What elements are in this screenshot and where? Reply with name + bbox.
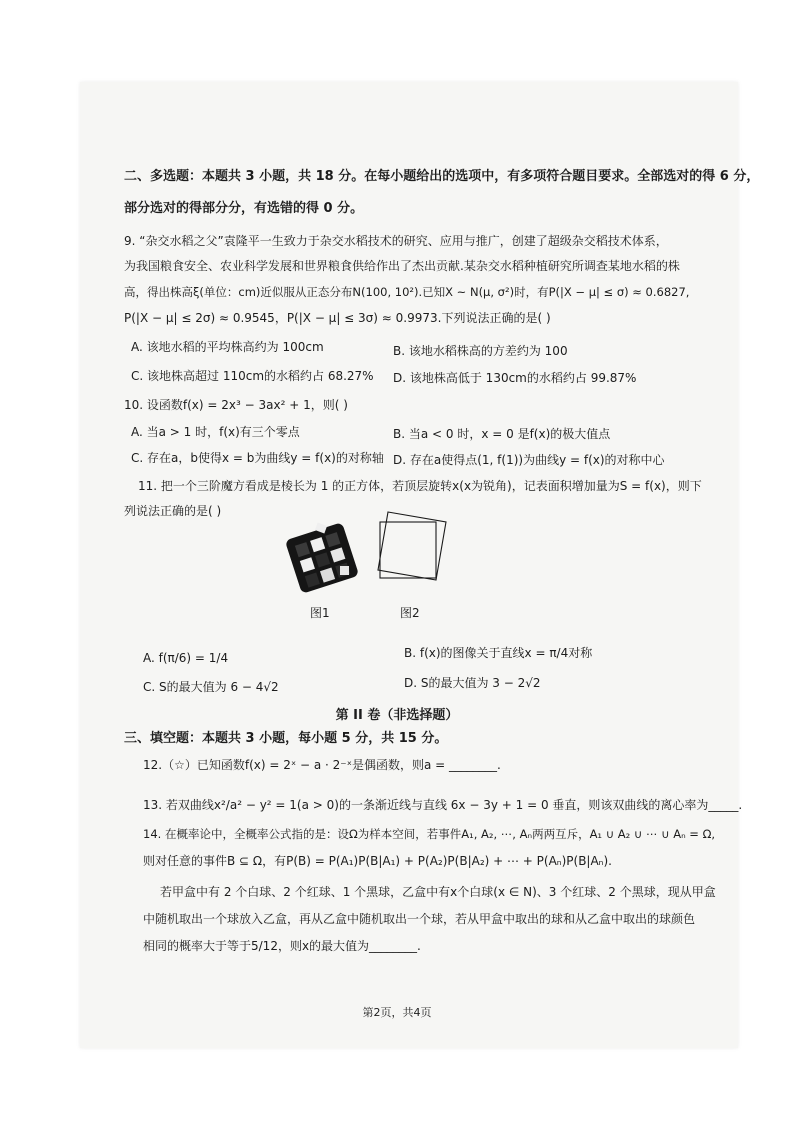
q10-option-a: A. 当a > 1 时，f(x)有三个零点 [131,425,300,439]
q9-option-c: C. 该地株高超过 110cm的水稻约占 68.27% [131,369,374,383]
q10-option-c: C. 存在a，b使得x = b为曲线y = f(x)的对称轴 [131,451,384,465]
q11-option-c: C. S的最大值为 6 − 4√2 [143,680,279,694]
q13-text: 13. 若双曲线x²/a² − y² = 1(a > 0)的一条渐近线与直线 6x − 3y + 1 = 0 垂直，则该双曲线的离心率为_____. [143,798,743,812]
q14-line1: 14. 在概率论中，全概率公式指的是：设Ω为样本空间，若事件A₁, A₂, ⋯, Aₙ两两互斥，A₁ ∪ A₂ ∪ ⋯ ∪ Aₙ = Ω, [143,827,716,841]
q9-option-d: D. 该地株高低于 130cm的水稻约占 99.87% [393,371,637,385]
q10-option-b: B. 当a < 0 时，x = 0 是f(x)的极大值点 [393,427,611,441]
q9-option-b: B. 该地水稻株高的方差约为 100 [393,344,568,358]
section2-heading-line2: 部分选对的得部分分，有选错的得 0 分。 [124,201,364,216]
q11-line2: 列说法正确的是( ) [124,504,222,518]
q14-line2: 则对任意的事件B ⊆ Ω，有P(B) = P(A₁)P(B|A₁) + P(A₂)P(B|A₂) + ⋯ + P(Aₙ)P(B|Aₙ). [143,854,612,868]
q14-line4: 中随机取出一个球放入乙盒，再从乙盒中随机取出一个球，若从甲盒中取出的球和从乙盒中取出的球颜色 [143,912,696,926]
q9-line3: 高，得出株高ξ(单位：cm)近似服从正态分布N(100, 10²).已知X ~ N(μ, σ²)时，有P(|X − μ| ≤ σ) ≈ 0.6827, [124,285,690,299]
q11-option-d: D. S的最大值为 3 − 2√2 [404,676,541,690]
section3-heading: 三、填空题：本题共 3 小题，每小题 5 分，共 15 分。 [124,731,448,746]
q10-line1: 10. 设函数f(x) = 2x³ − 3ax² + 1，则( ) [124,398,348,412]
q9-line1: 9. “杂交水稻之父”袁隆平一生致力于杂交水稻技术的研究、应用与推广，创建了超级杂交稻技术体系， [124,234,668,248]
q9-option-a: A. 该地水稻的平均株高约为 100cm [131,340,324,354]
q9-line4: P(|X − μ| ≤ 2σ) ≈ 0.9545，P(|X − μ| ≤ 3σ) ≈ 0.9973.下列说法正确的是( ) [124,311,551,325]
q9-line2: 为我国粮食安全、农业科学发展和世界粮食供给作出了杰出贡献.某杂交水稻种植研究所调查某地水稻的株 [124,259,680,273]
q11-line1: 11. 把一个三阶魔方看成是棱长为 1 的正方体，若顶层旋转x(x为锐角)，记表面积增加量为S = f(x)，则下 [138,479,702,493]
section2-heading-line1: 二、多选题：本题共 3 小题，共 18 分。在每小题给出的选项中，有多项符合题目要求。全部选对的得 6 分， [124,169,760,184]
figure1-caption: 图1 [310,606,330,620]
part2-title: 第 II 卷（非选择题） [335,708,459,723]
q12-text: 12.（☆）已知函数f(x) = 2ˣ − a · 2⁻ˣ是偶函数，则a = ________. [143,758,501,772]
figure2-caption: 图2 [400,606,420,620]
q10-option-d: D. 存在a使得点(1, f(1))为曲线y = f(x)的对称中心 [393,453,665,467]
q14-line3: 若甲盒中有 2 个白球、2 个红球、1 个黑球，乙盒中有x个白球(x ∈ N)、3 个红球、2 个黑球，现从甲盒 [160,885,716,899]
q11-option-b: B. f(x)的图像关于直线x = π/4对称 [404,646,593,660]
q14-line5: 相同的概率大于等于5/12，则x的最大值为________. [143,939,421,953]
page-number: 第2页，共4页 [362,1006,432,1019]
rubiks-cube-figure [282,520,362,594]
rotated-squares-figure [366,508,450,592]
q11-option-a: A. f(π/6) = 1/4 [143,651,229,665]
